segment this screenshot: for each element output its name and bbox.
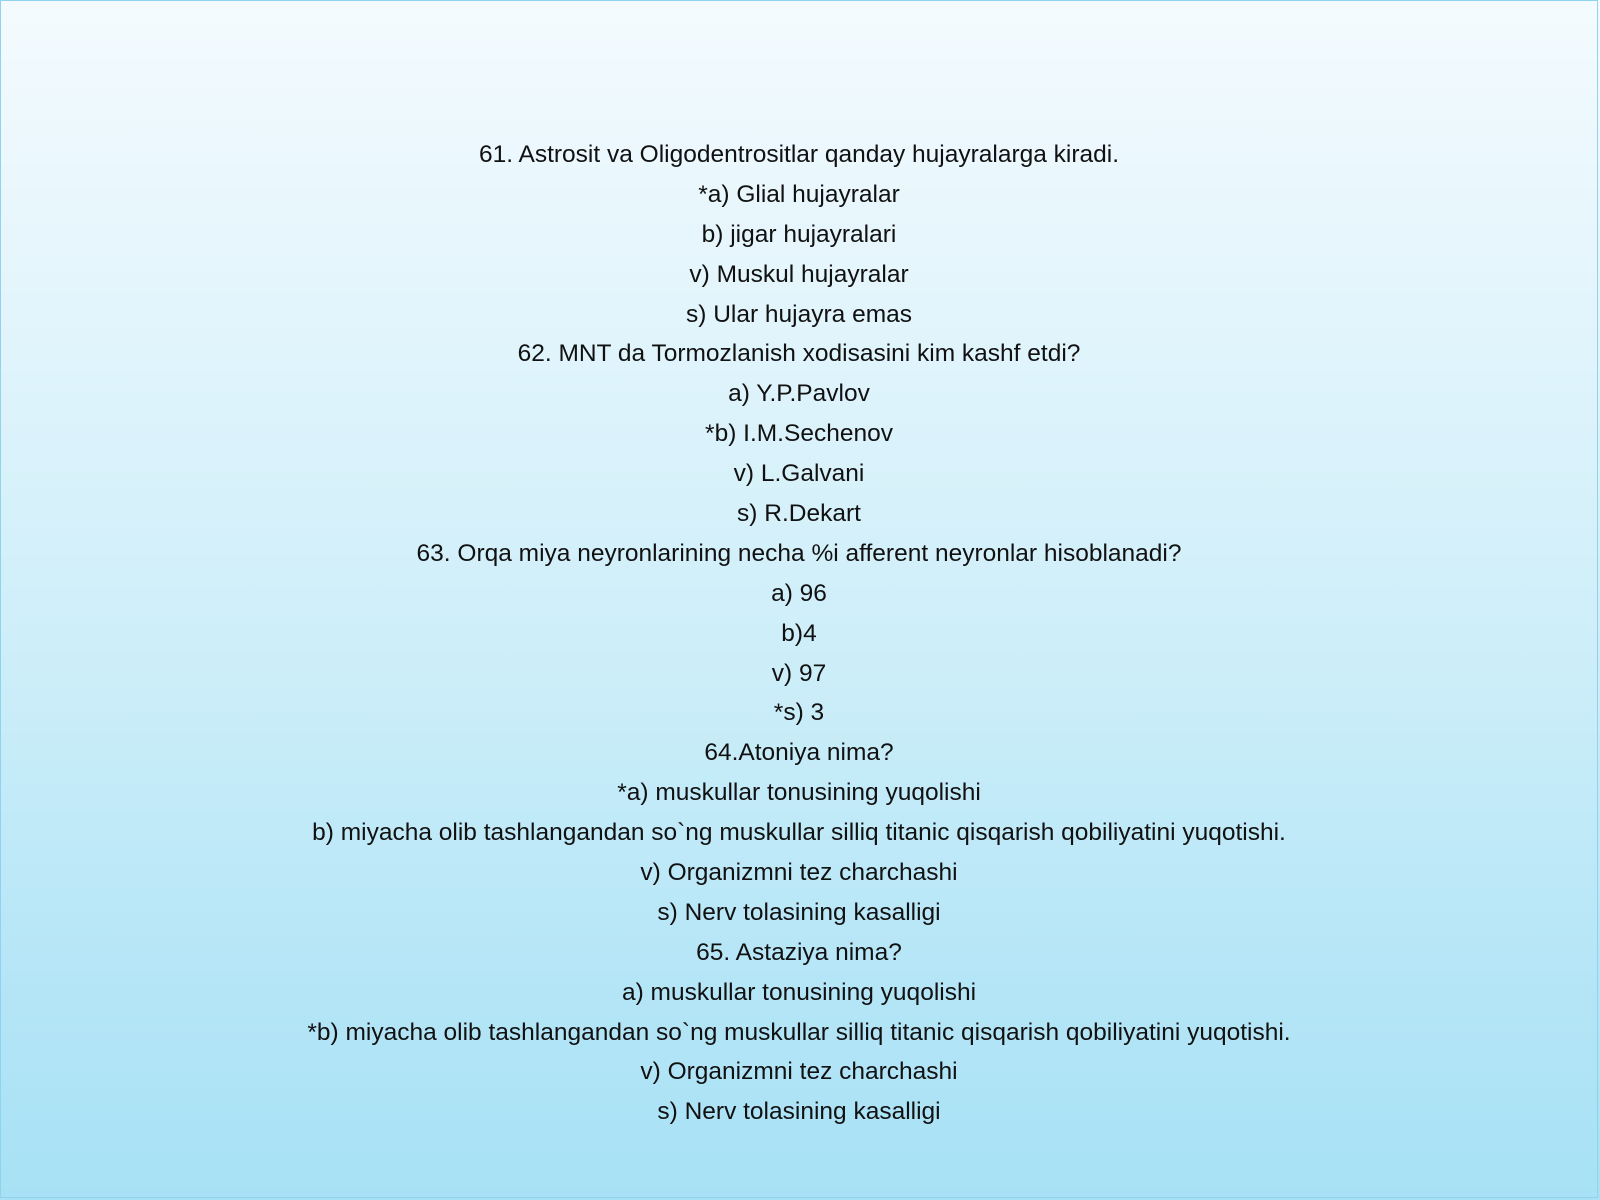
question-64: 64.Atoniya nima? xyxy=(704,739,894,767)
option-64-b: b) miyacha olib tashlangandan so`ng muskullar silliq titanic qisqarish qobiliyatini yuqotishi. xyxy=(312,819,1286,847)
option-63-s: *s) 3 xyxy=(773,699,825,727)
option-65-a: a) muskullar tonusining yuqolishi xyxy=(621,978,977,1006)
quiz-text-block xyxy=(1,135,1597,1132)
option-61-b: b) jigar hujayralari xyxy=(701,220,897,248)
option-63-b: b)4 xyxy=(781,619,817,647)
option-65-v: v) Organizmni tez charchashi xyxy=(640,1058,958,1086)
option-64-a: *a) muskullar tonusining yuqolishi xyxy=(617,779,981,807)
question-63: 63. Orqa miya neyronlarining necha %i afferent neyronlar hisoblanadi? xyxy=(416,539,1182,567)
option-61-v: v) Muskul hujayralar xyxy=(689,260,909,288)
question-61: 61. Astrosit va Oligodentrositlar qanday hujayralarga kiradi. xyxy=(478,141,1120,168)
option-64-s: s) Nerv tolasining kasalligi xyxy=(657,898,941,926)
option-62-v: v) L.Galvani xyxy=(733,460,865,488)
option-63-a: a) 96 xyxy=(771,579,827,607)
question-62: 62. MNT da Tormozlanish xodisasini kim kashf etdi? xyxy=(517,340,1081,368)
option-61-s: s) Ular hujayra emas xyxy=(685,300,912,328)
option-62-a: a) Y.P.Pavlov xyxy=(728,380,870,408)
option-62-b: *b) I.M.Sechenov xyxy=(705,420,893,448)
option-62-s: s) R.Dekart xyxy=(737,500,861,528)
option-65-s: s) Nerv tolasining kasalligi xyxy=(657,1098,941,1126)
option-61-a: *a) Glial hujayralar xyxy=(698,180,900,208)
option-63-v: v) 97 xyxy=(771,659,827,687)
option-64-v: v) Organizmni tez charchashi xyxy=(640,859,958,887)
option-65-b: *b) miyacha olib tashlangandan so`ng muskullar silliq titanic qisqarish qobiliyatini yuqotishi. xyxy=(307,1018,1291,1046)
question-65: 65. Astaziya nima? xyxy=(696,938,902,966)
